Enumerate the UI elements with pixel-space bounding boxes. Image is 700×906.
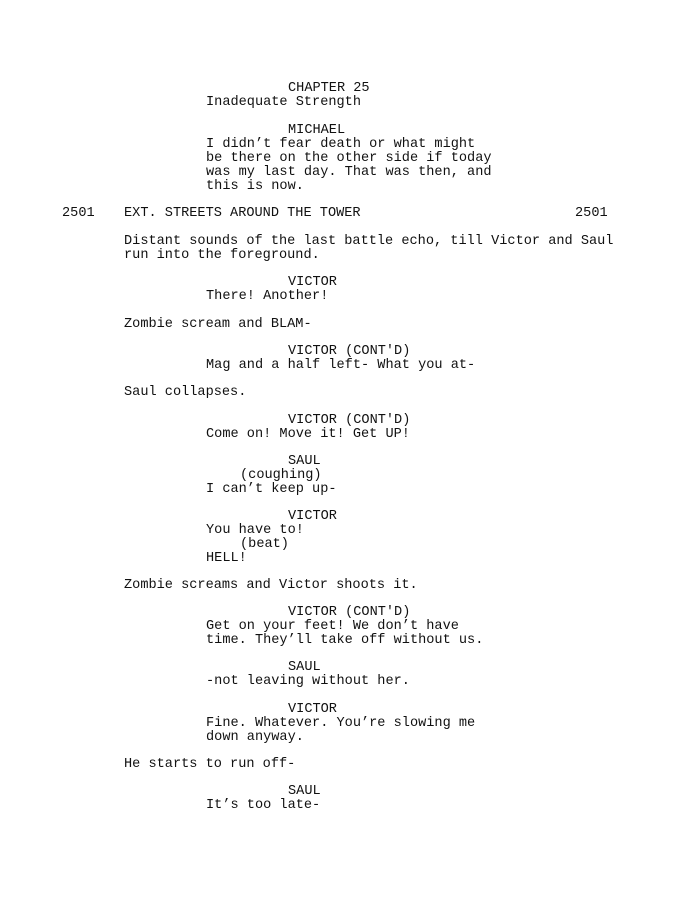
dialogue-line: Come on! Move it! Get UP! <box>206 427 410 442</box>
character-cue-victor: VICTOR <box>288 275 337 290</box>
action-line: He starts to run off- <box>124 757 296 772</box>
dialogue-line: It’s too late- <box>206 798 321 813</box>
character-cue-victor: VICTOR <box>288 509 337 524</box>
dialogue-line: this is now. <box>206 179 304 194</box>
character-cue-victor: VICTOR (CONT'D) <box>288 413 411 428</box>
dialogue-line: down anyway. <box>206 730 304 745</box>
scene-number-right: 2501 <box>575 206 608 221</box>
chapter-heading: CHAPTER 25 <box>288 81 370 96</box>
character-cue-michael: MICHAEL <box>288 123 346 138</box>
dialogue-line: Get on your feet! We don’t have <box>206 619 459 634</box>
dialogue-line: There! Another! <box>206 289 329 304</box>
chapter-subtitle: Inadequate Strength <box>206 95 361 110</box>
character-cue-saul: SAUL <box>288 454 321 469</box>
action-line: Zombie scream and BLAM- <box>124 317 312 332</box>
character-cue-victor: VICTOR <box>288 702 337 717</box>
scene-number-left: 2501 <box>62 206 95 221</box>
dialogue-line: -not leaving without her. <box>206 674 410 689</box>
dialogue-line: You have to! <box>206 523 304 538</box>
dialogue-line: Mag and a half left- What you at- <box>206 358 476 373</box>
character-cue-victor: VICTOR (CONT'D) <box>288 605 411 620</box>
action-line: Zombie screams and Victor shoots it. <box>124 578 418 593</box>
dialogue-line: time. They’ll take off without us. <box>206 633 484 648</box>
dialogue-line: I didn’t fear death or what might <box>206 137 476 152</box>
action-line: run into the foreground. <box>124 248 320 263</box>
dialogue-line: was my last day. That was then, and <box>206 165 492 180</box>
dialogue-line: be there on the other side if today <box>206 151 492 166</box>
parenthetical: (coughing) <box>240 468 322 483</box>
character-cue-victor: VICTOR (CONT'D) <box>288 344 411 359</box>
dialogue-line: Fine. Whatever. You’re slowing me <box>206 716 476 731</box>
action-line: Saul collapses. <box>124 385 247 400</box>
character-cue-saul: SAUL <box>288 784 321 799</box>
action-line: Distant sounds of the last battle echo, till Victor and Saul <box>124 234 614 249</box>
parenthetical: (beat) <box>240 537 289 552</box>
dialogue-line: HELL! <box>206 551 247 566</box>
scene-heading: EXT. STREETS AROUND THE TOWER <box>124 206 361 221</box>
character-cue-saul: SAUL <box>288 660 321 675</box>
dialogue-line: I can’t keep up- <box>206 482 337 497</box>
